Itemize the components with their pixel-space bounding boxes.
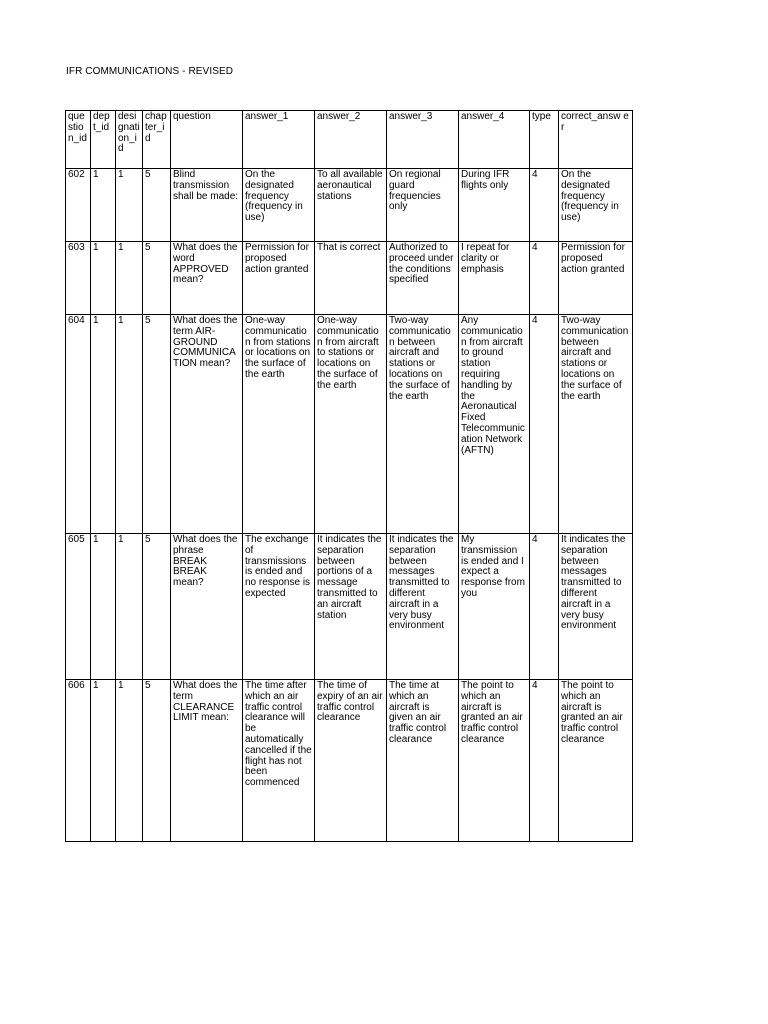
cell-answer-4: During IFR flights only	[459, 169, 530, 242]
cell-answer-2: It indicates the separation between portions of a message transmitted to an aircraft station	[315, 534, 387, 680]
cell-designation-id: 1	[116, 534, 143, 680]
cell-answer-1: One-way communication from stations or locations on the surface of the earth	[243, 315, 315, 534]
cell-correct-answer: Two-way communication between aircraft and stations or locations on the surface of the earth	[559, 315, 633, 534]
header-answer-3: answer_3	[387, 111, 459, 169]
cell-chapter-id: 5	[143, 534, 171, 680]
document-title: IFR COMMUNICATIONS - REVISED	[66, 66, 234, 77]
cell-question-id: 605	[66, 534, 91, 680]
cell-answer-1: The time after which an air traffic control clearance will be automatically cancelled if the flight has not been commenced	[243, 680, 315, 842]
header-chapter-id: chap ter_i d	[143, 111, 171, 169]
table-row	[66, 534, 633, 680]
header-answer-2: answer_2	[315, 111, 387, 169]
cell-correct-answer: The point to which an aircraft is granted an air traffic control clearance	[559, 680, 633, 842]
cell-answer-2: That is correct	[315, 242, 387, 315]
cell-answer-4: I repeat for clarity or emphasis	[459, 242, 530, 315]
header-dept-id: dep t_id	[91, 111, 116, 169]
cell-answer-4: The point to which an aircraft is granted an air traffic control clearance	[459, 680, 530, 842]
cell-dept-id: 1	[91, 315, 116, 534]
table-row	[66, 242, 633, 315]
header-answer-1: answer_1	[243, 111, 315, 169]
header-question: question	[171, 111, 243, 169]
cell-correct-answer: Permission for proposed action granted	[559, 242, 633, 315]
cell-answer-3: On regional guard frequencies only	[387, 169, 459, 242]
cell-chapter-id: 5	[143, 169, 171, 242]
cell-question-id: 602	[66, 169, 91, 242]
cell-answer-2: The time of expiry of an air traffic control clearance	[315, 680, 387, 842]
cell-question: What does the term AIR-GROUND COMMUNICATION mean?	[171, 315, 243, 534]
cell-answer-1: The exchange of transmissions is ended and no response is expected	[243, 534, 315, 680]
cell-type: 4	[530, 534, 559, 680]
cell-question: What does the term CLEARANCE LIMIT mean:	[171, 680, 243, 842]
cell-designation-id: 1	[116, 242, 143, 315]
table-row	[66, 680, 633, 842]
table-row	[66, 169, 633, 242]
cell-chapter-id: 5	[143, 242, 171, 315]
questions-table	[65, 110, 633, 842]
cell-answer-4: My transmission is ended and I expect a response from you	[459, 534, 530, 680]
cell-type: 4	[530, 169, 559, 242]
cell-answer-3: Authorized to proceed under the conditions specified	[387, 242, 459, 315]
cell-dept-id: 1	[91, 534, 116, 680]
cell-correct-answer: It indicates the separation between messages transmitted to different aircraft in a very busy environment	[559, 534, 633, 680]
cell-question: What does the word APPROVED mean?	[171, 242, 243, 315]
header-type: type	[530, 111, 559, 169]
cell-correct-answer: On the designated frequency (frequency in use)	[559, 169, 633, 242]
table-header-row	[66, 111, 633, 169]
cell-answer-2: One-way communication from aircraft to stations or locations on the surface of the earth	[315, 315, 387, 534]
header-designation-id: desi gnati on_i d	[116, 111, 143, 169]
cell-designation-id: 1	[116, 680, 143, 842]
cell-answer-3: It indicates the separation between messages transmitted to different aircraft in a very busy environment	[387, 534, 459, 680]
cell-dept-id: 1	[91, 680, 116, 842]
cell-answer-3: The time at which an aircraft is given an air traffic control clearance	[387, 680, 459, 842]
table-row	[66, 315, 633, 534]
cell-answer-3: Two-way communication between aircraft and stations or locations on the surface of the earth	[387, 315, 459, 534]
cell-answer-1: On the designated frequency (frequency in use)	[243, 169, 315, 242]
cell-designation-id: 1	[116, 315, 143, 534]
cell-dept-id: 1	[91, 242, 116, 315]
cell-dept-id: 1	[91, 169, 116, 242]
cell-designation-id: 1	[116, 169, 143, 242]
cell-answer-1: Permission for proposed action granted	[243, 242, 315, 315]
cell-chapter-id: 5	[143, 315, 171, 534]
cell-answer-4: Any communication from aircraft to ground station requiring handling by the Aeronautical Fixed Telecommunication Network (AFTN)	[459, 315, 530, 534]
cell-question-id: 603	[66, 242, 91, 315]
cell-chapter-id: 5	[143, 680, 171, 842]
header-correct-answer: correct_answ er	[559, 111, 633, 169]
cell-question-id: 606	[66, 680, 91, 842]
cell-type: 4	[530, 242, 559, 315]
header-question-id: que stio n_id	[66, 111, 91, 169]
cell-question-id: 604	[66, 315, 91, 534]
header-answer-4: answer_4	[459, 111, 530, 169]
cell-answer-2: To all available aeronautical stations	[315, 169, 387, 242]
cell-type: 4	[530, 680, 559, 842]
cell-question: Blind transmission shall be made:	[171, 169, 243, 242]
cell-question: What does the phrase BREAK BREAK mean?	[171, 534, 243, 680]
cell-type: 4	[530, 315, 559, 534]
